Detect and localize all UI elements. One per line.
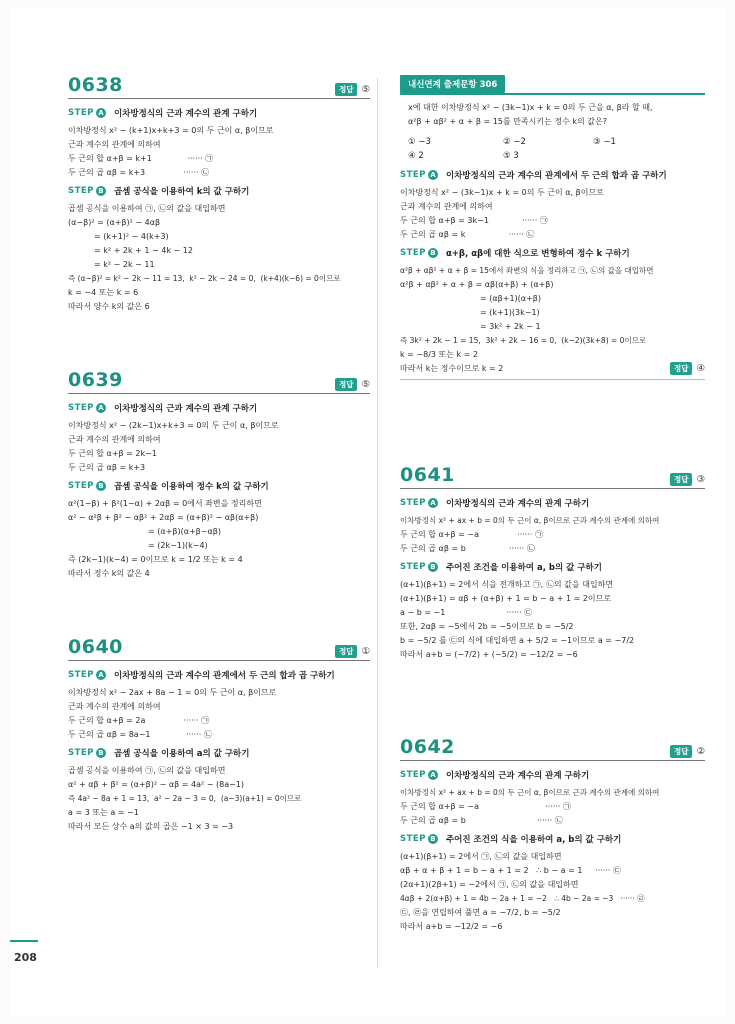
line: 또한, 2αβ = −5에서 2b = −5이므로 b = −5/2 xyxy=(400,622,574,631)
line: 근과 계수의 관계에 의하여 xyxy=(68,140,161,149)
line: k = −4 또는 k = 6 xyxy=(68,288,139,297)
step-title: 이차방정식의 근과 계수의 관계 구하기 xyxy=(113,109,258,119)
step-title: 이차방정식의 근과 계수의 관계 구하기 xyxy=(113,404,258,414)
answer-badge: 정답 xyxy=(335,645,358,658)
step-a-icon: A xyxy=(96,403,106,413)
line: 이차방정식 x² − (k+1)x+k+3 = 0의 두 근이 α, β이므로 xyxy=(68,126,274,135)
step-b: STEP B 주어진 조건의 식을 이용하여 a, b의 값 구하기 xyxy=(400,834,622,845)
line: 두 근의 곱 αβ = k+3 xyxy=(68,463,146,472)
line: 따라서 양수 k의 값은 6 xyxy=(68,302,150,311)
answer-mark: ⑤ xyxy=(361,379,370,390)
problem-number: 0638 xyxy=(68,74,123,96)
step-a-icon: A xyxy=(428,770,438,780)
line: 따라서 모든 상수 a의 값의 곱은 −1 × 3 = −3 xyxy=(68,822,234,831)
answer-badge: 정답 xyxy=(670,745,693,758)
problem-header xyxy=(68,369,370,394)
line: b = −5/2 를 ㉢의 식에 대입하면 a + 5/2 = −1이므로 a = −7/2 xyxy=(400,636,635,645)
answer-mark: ② xyxy=(696,746,705,757)
line: 이차방정식 x² − 2ax + 8a − 1 = 0의 두 근이 α, β이므로 xyxy=(68,688,277,697)
line: 즉 (α−β)² = k² − 2k − 11 = 13, k² − 2k − 24 = 0, (k+4)(k−6) = 0이므로 xyxy=(68,274,341,283)
step-a: STEP A 이차방정식의 근과 계수의 관계에서 두 근의 합과 곱 구하기 xyxy=(68,670,335,681)
line: = (k+1)(3k−1) xyxy=(480,307,540,317)
line: 따라서 k는 정수이므로 k = 2 xyxy=(400,363,504,373)
step-a: STEP A 이차방정식의 근과 계수의 관계 구하기 xyxy=(400,498,590,509)
answer-mark: ⑤ xyxy=(361,84,370,95)
line: 근과 계수의 관계에 의하여 xyxy=(68,435,161,444)
line: 두 근의 곱 αβ = 8a−1 ······ ㉡ xyxy=(68,730,212,739)
step-b: STEP B 주어진 조건을 이용하여 a, b의 값 구하기 xyxy=(400,562,602,573)
answer xyxy=(335,378,370,391)
page-number: 208 xyxy=(14,951,37,964)
answer-badge: 정답 xyxy=(670,473,693,486)
line: 이차방정식 x² − (3k−1)x + k = 0의 두 근이 α, β이므로 xyxy=(400,187,604,197)
answer xyxy=(670,745,705,758)
line: 곱셈 공식을 이용하여 ㉠, ㉡의 값을 대입하면 xyxy=(68,766,226,775)
answer xyxy=(335,83,370,96)
step-b-icon: B xyxy=(428,834,438,844)
line: 두 근의 합 α+β = 2a ······ ㉠ xyxy=(68,716,210,725)
line: 두 근의 곱 αβ = b ······ ㉡ xyxy=(400,816,563,825)
line: 즉 4a² − 8a + 1 = 13, a² − 2a − 3 = 0, (a−3)(a+1) = 0이므로 xyxy=(68,794,302,803)
answer-mark: ① xyxy=(361,646,370,657)
step-b-icon: B xyxy=(96,748,106,758)
choice-1: ① −3 xyxy=(408,136,431,147)
line: = (αβ+1)(α+β) xyxy=(480,293,541,303)
problem-number: 0641 xyxy=(400,464,455,486)
step-a-icon: A xyxy=(428,170,438,180)
choices xyxy=(408,135,705,163)
line: 따라서 a+b = (−7/2) + (−5/2) = −12/2 = −6 xyxy=(400,650,578,659)
line: = (k+1)² − 4(k+3) xyxy=(94,232,169,241)
line: 근과 계수의 관계에 의하여 xyxy=(400,201,493,211)
line: α²(1−β) + β²(1−α) + 2αβ = 0에서 좌변을 정리하면 xyxy=(68,499,262,508)
step-b-icon: B xyxy=(428,562,438,572)
line: = k² + 2k + 1 − 4k − 12 xyxy=(94,246,193,255)
step-title: α+β, αβ에 대한 식으로 변형하여 정수 k 구하기 xyxy=(445,248,630,259)
step-a-icon: A xyxy=(428,498,438,508)
answer-badge: 정답 xyxy=(670,362,693,375)
line: 4αβ + 2(α+β) + 1 = 4b − 2a + 1 = −2 ∴ 4b − 2a = −3 ······ ㉣ xyxy=(400,894,645,903)
step-a: STEP A 이차방정식의 근과 계수의 관계 구하기 xyxy=(68,403,258,414)
line: α²β + αβ² + α + β = αβ(α+β) + (α+β) xyxy=(400,279,554,289)
step-title: 곱셈 공식을 이용하여 정수 k의 값 구하기 xyxy=(113,482,269,492)
choice-5: ⑤ 3 xyxy=(503,150,519,161)
step-title: 이차방정식의 근과 계수의 관계 구하기 xyxy=(445,499,590,509)
step-b-icon: B xyxy=(428,248,438,258)
line: 두 근의 합 α+β = −a ······ ㉠ xyxy=(400,530,543,539)
final-answer-row xyxy=(400,362,705,380)
question-line: α²β + αβ² + α + β = 15를 만족시키는 정수 k의 값은? xyxy=(408,116,607,126)
answer-badge: 정답 xyxy=(335,83,358,96)
line: (α+1)(β+1) = αβ + (α+β) + 1 = b − a + 1 = 2이므로 xyxy=(400,594,612,603)
line: (2α+1)(2β+1) = −2에서 ㉠, ㉡의 값을 대입하면 xyxy=(400,880,579,889)
line: 즉 3k² + 2k − 1 = 15, 3k² + 2k − 16 = 0, (k−2)(3k+8) = 0이므로 xyxy=(400,335,647,345)
column-divider xyxy=(377,78,378,968)
answer-mark: ③ xyxy=(696,474,705,485)
answer-mark: ④ xyxy=(696,363,705,374)
answer-badge: 정답 xyxy=(335,378,358,391)
step-b: STEP B 곱셈 공식을 이용하여 정수 k의 값 구하기 xyxy=(68,481,269,492)
problem-number: 0640 xyxy=(68,636,123,658)
line: (α+1)(β+1) = 2에서 ㉠, ㉡의 값을 대입하면 xyxy=(400,852,562,861)
line: = (2k−1)(k−4) xyxy=(148,541,208,550)
step-b: STEP B 곱셈 공식을 이용하여 a의 값 구하기 xyxy=(68,748,250,759)
step-b: STEP B α+β, αβ에 대한 식으로 변형하여 정수 k 구하기 xyxy=(400,247,630,259)
line: a = 3 또는 a = −1 xyxy=(68,808,139,817)
line: 두 근의 합 α+β = 2k−1 xyxy=(68,449,157,458)
step-b-icon: B xyxy=(96,186,106,196)
step-a-icon: A xyxy=(96,670,106,680)
question-line: x에 대한 이차방정식 x² − (3k−1)x + k = 0의 두 근을 α, β라 할 때, xyxy=(408,102,653,112)
line: 두 근의 합 α+β = −a ······ ㉠ xyxy=(400,802,571,811)
step-title: 곱셈 공식을 이용하여 a의 값 구하기 xyxy=(113,749,250,759)
line: αβ + α + β + 1 = b − a + 1 = 2 ∴ b − a = 1 ······ ㉢ xyxy=(400,866,621,875)
line: 곱셈 공식을 이용하여 ㉠, ㉡의 값을 대입하면 xyxy=(68,204,226,213)
step-a-icon: A xyxy=(96,108,106,118)
step-title: 이차방정식의 근과 계수의 관계 구하기 xyxy=(445,771,590,781)
problem-0639 xyxy=(68,369,370,581)
problem-0640 xyxy=(68,636,370,834)
problem-306 xyxy=(400,72,705,380)
line: (α−β)² = (α+β)² − 4αβ xyxy=(68,218,161,227)
line: = k² − 2k − 11 xyxy=(94,260,155,269)
related-problem-banner: 내신연계 출제문항 306 xyxy=(400,75,505,93)
line: 두 근의 합 α+β = 3k−1 ······ ㉠ xyxy=(400,215,548,225)
line: 이차방정식 x² + ax + b = 0의 두 근이 α, β이므로 근과 계수의 관계에 의하여 xyxy=(400,516,660,525)
page xyxy=(10,8,725,1016)
problem-0638 xyxy=(68,74,370,314)
step-b-icon: B xyxy=(96,481,106,491)
step-title: 이차방정식의 근과 계수의 관계에서 두 근의 합과 곱 구하기 xyxy=(113,671,335,681)
step-title: 주어진 조건의 식을 이용하여 a, b의 값 구하기 xyxy=(445,835,622,845)
step-a: STEP A 이차방정식의 근과 계수의 관계 구하기 xyxy=(68,108,258,119)
line: ㉢, ㉣을 연립하여 풀면 a = −7/2, b = −5/2 xyxy=(400,908,561,917)
step-b: STEP B 곱셈 공식을 이용하여 k의 값 구하기 xyxy=(68,186,250,197)
problem-0641 xyxy=(400,464,705,662)
line: α² − α²β + β² − αβ² + 2αβ = (α+β)² − αβ(α+β) xyxy=(68,513,259,522)
step-a: STEP A 이차방정식의 근과 계수의 관계에서 두 근의 합과 곱 구하기 xyxy=(400,169,667,181)
line: 두 근의 합 α+β = k+1 ······ ㉠ xyxy=(68,154,214,163)
line: 두 근의 곱 αβ = k ······ ㉡ xyxy=(400,229,535,239)
answer xyxy=(670,362,705,375)
line: 이차방정식 x² + ax + b = 0의 두 근이 α, β이므로 근과 계수의 관계에 의하여 xyxy=(400,788,660,797)
step-title: 주어진 조건을 이용하여 a, b의 값 구하기 xyxy=(445,563,602,573)
choice-3: ③ −1 xyxy=(593,136,616,147)
step-a: STEP A 이차방정식의 근과 계수의 관계 구하기 xyxy=(400,770,590,781)
answer xyxy=(335,645,370,658)
line: 근과 계수의 관계에 의하여 xyxy=(68,702,161,711)
line: α²β + αβ² + α + β = 15에서 좌변의 식을 정리하고 ㉠, ㉡의 값을 대입하면 xyxy=(400,265,654,275)
line: 따라서 정수 k의 값은 4 xyxy=(68,569,150,578)
step-title: 곱셈 공식을 이용하여 k의 값 구하기 xyxy=(113,187,250,197)
line: 이차방정식 x² − (2k−1)x+k+3 = 0의 두 근이 α, β이므로 xyxy=(68,421,279,430)
problem-number: 0642 xyxy=(400,736,455,758)
line: 따라서 a+b = −12/2 = −6 xyxy=(400,922,503,931)
step-title: 이차방정식의 근과 계수의 관계에서 두 근의 합과 곱 구하기 xyxy=(445,170,667,181)
problem-number: 0639 xyxy=(68,369,123,391)
line: (α+1)(β+1) = 2에서 식을 전개하고 ㉠, ㉡의 값을 대입하면 xyxy=(400,580,614,589)
line: 두 근의 곱 αβ = b ······ ㉡ xyxy=(400,544,535,553)
problem-header xyxy=(68,636,370,661)
problem-header xyxy=(68,74,370,99)
line: α² + αβ + β² = (α+β)² − αβ = 4a² − (8a−1) xyxy=(68,780,245,789)
answer xyxy=(670,473,705,486)
line: = 3k² + 2k − 1 xyxy=(480,321,541,331)
problem-0642 xyxy=(400,736,705,934)
banner-line xyxy=(400,93,705,95)
page-number-rule xyxy=(10,940,38,942)
choice-4: ④ 2 xyxy=(408,150,424,161)
line: 즉 (2k−1)(k−4) = 0이므로 k = 1/2 또는 k = 4 xyxy=(68,555,243,564)
line: 두 근의 곱 αβ = k+3 ······ ㉡ xyxy=(68,168,210,177)
line: = (α+β)(α+β−αβ) xyxy=(148,527,221,536)
problem-header xyxy=(400,736,705,761)
choice-2: ② −2 xyxy=(503,136,526,147)
line: k = −8/3 또는 k = 2 xyxy=(400,349,479,359)
problem-header xyxy=(400,464,705,489)
line: a − b = −1 ······ ㉢ xyxy=(400,608,533,617)
